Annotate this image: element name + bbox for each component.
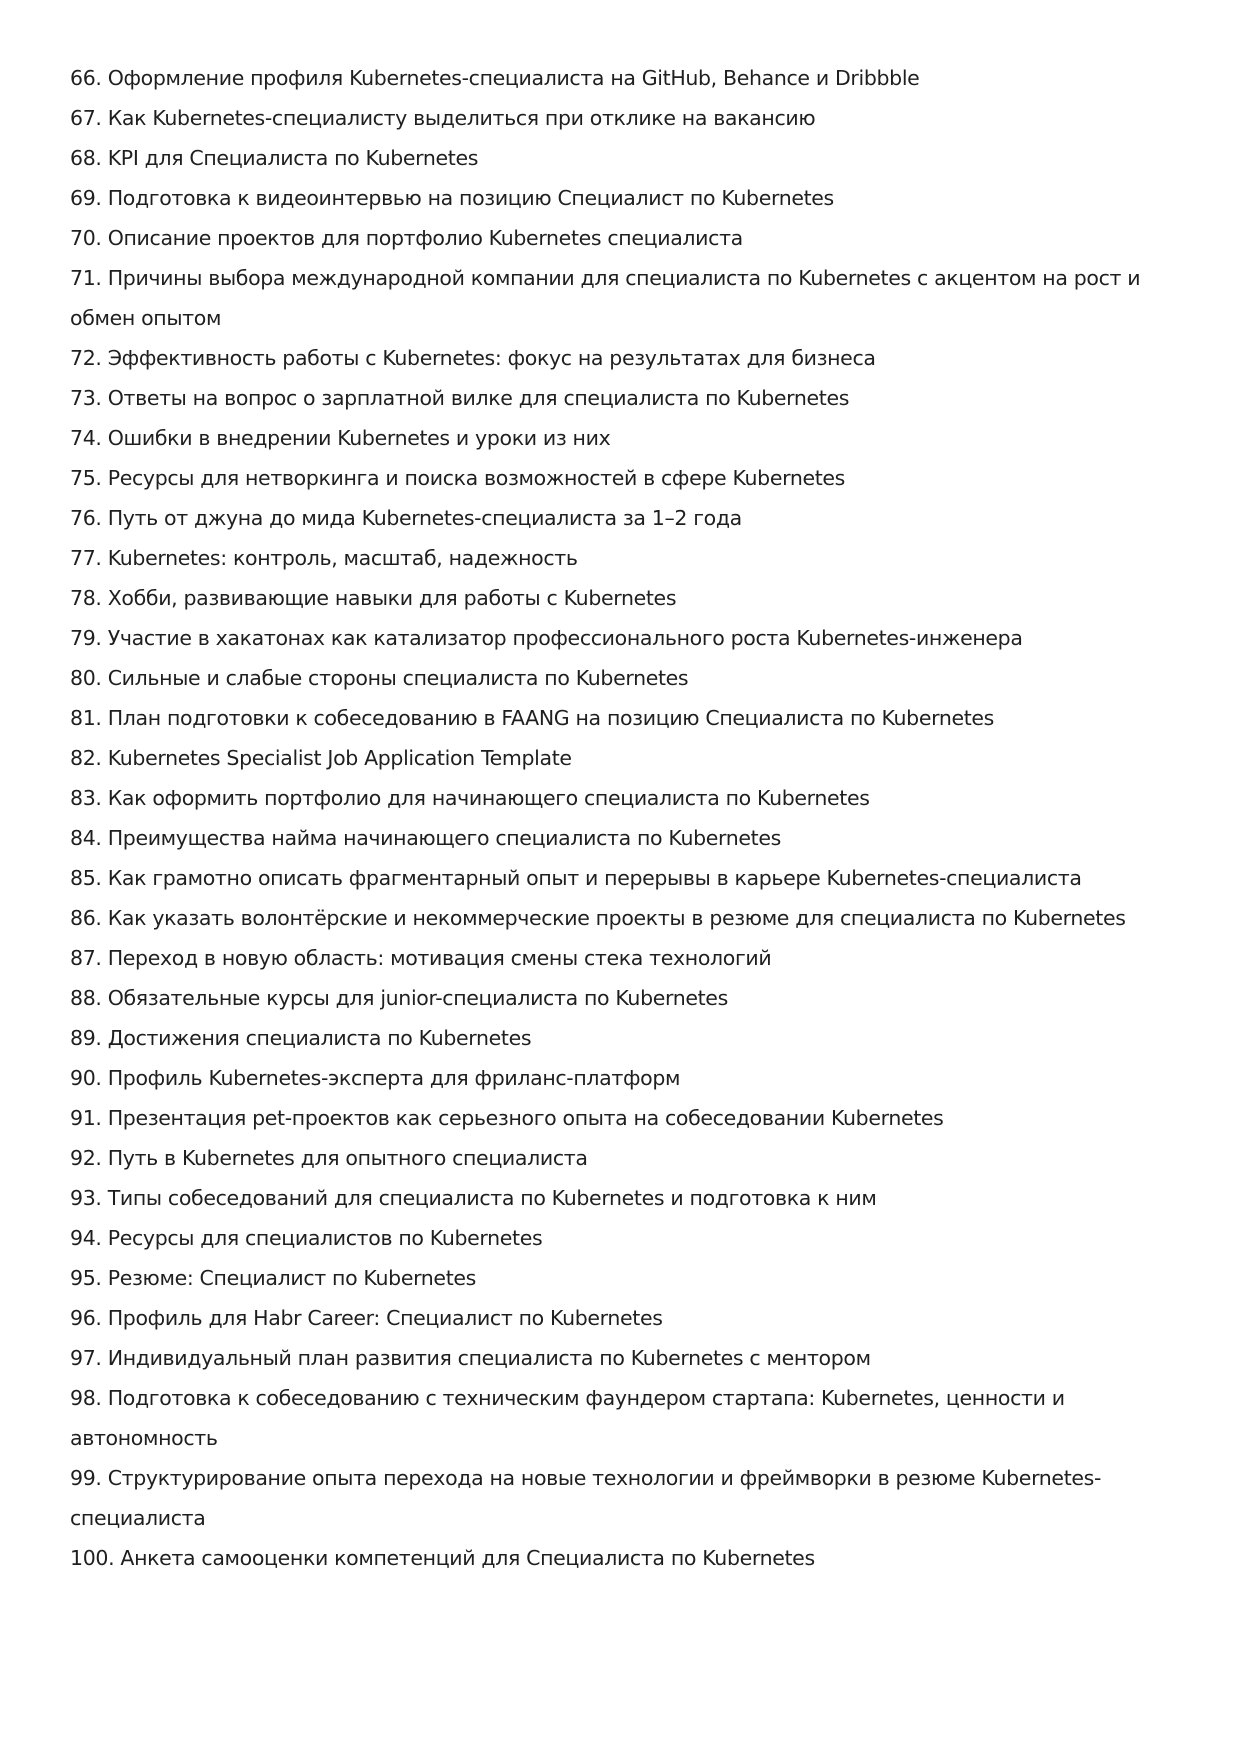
- list-item: 68. KPI для Специалиста по Kubernetes: [70, 146, 479, 170]
- list-item: 72. Эффективность работы с Kubernetes: фокус на результатах для бизнеса: [70, 346, 876, 370]
- list-item: 93. Типы собеседований для специалиста по Kubernetes и подготовка к ним: [70, 1186, 877, 1210]
- list-item: 94. Ресурсы для специалистов по Kubernetes: [70, 1226, 543, 1250]
- list-item: 91. Презентация pet-проектов как серьезного опыта на собеседовании Kubernetes: [70, 1106, 944, 1130]
- list-item: 88. Обязательные курсы для junior-специалиста по Kubernetes: [70, 986, 728, 1010]
- list-item: 92. Путь в Kubernetes для опытного специалиста: [70, 1146, 588, 1170]
- list-item: 99. Структурирование опыта перехода на новые технологии и фреймворки в резюме Kubernetes-специалиста: [70, 1466, 1102, 1530]
- list-item: 96. Профиль для Habr Career: Специалист по Kubernetes: [70, 1306, 663, 1330]
- list-item: 69. Подготовка к видеоинтервью на позицию Специалист по Kubernetes: [70, 186, 834, 210]
- list-item: 95. Резюме: Специалист по Kubernetes: [70, 1266, 476, 1290]
- list-item: 70. Описание проектов для портфолио Kubernetes специалиста: [70, 226, 743, 250]
- list-item: 89. Достижения специалиста по Kubernetes: [70, 1026, 532, 1050]
- list-item: 78. Хобби, развивающие навыки для работы с Kubernetes: [70, 586, 677, 610]
- list-item: 81. План подготовки к собеседованию в FAANG на позицию Специалиста по Kubernetes: [70, 706, 994, 730]
- list-item: 79. Участие в хакатонах как катализатор профессионального роста Kubernetes-инженера: [70, 626, 1023, 650]
- list-item: 86. Как указать волонтёрские и некоммерческие проекты в резюме для специалиста по Kubernetes: [70, 906, 1126, 930]
- list-item: 100. Анкета самооценки компетенций для Специалиста по Kubernetes: [70, 1546, 815, 1570]
- list-item: 80. Сильные и слабые стороны специалиста по Kubernetes: [70, 666, 689, 690]
- list-item: 83. Как оформить портфолио для начинающего специалиста по Kubernetes: [70, 786, 870, 810]
- list-item: 98. Подготовка к собеседованию с техническим фаундером стартапа: Kubernetes, ценности и автономность: [70, 1386, 1065, 1450]
- list-item: 85. Как грамотно описать фрагментарный опыт и перерывы в карьере Kubernetes-специалиста: [70, 866, 1082, 890]
- topic-list: [70, 58, 1165, 1578]
- list-item: 90. Профиль Kubernetes-эксперта для фриланс-платформ: [70, 1066, 681, 1090]
- list-item: 74. Ошибки в внедрении Kubernetes и уроки из них: [70, 426, 611, 450]
- list-item: 73. Ответы на вопрос о зарплатной вилке для специалиста по Kubernetes: [70, 386, 850, 410]
- list-item: 87. Переход в новую область: мотивация смены стека технологий: [70, 946, 772, 970]
- list-item: 77. Kubernetes: контроль, масштаб, надежность: [70, 546, 578, 570]
- list-item: 75. Ресурсы для нетворкинга и поиска возможностей в сфере Kubernetes: [70, 466, 845, 490]
- list-item: 66. Оформление профиля Kubernetes-специалиста на GitHub, Behance и Dribbble: [70, 66, 920, 90]
- list-item: 82. Kubernetes Specialist Job Application Template: [70, 746, 572, 770]
- list-item: 76. Путь от джуна до мида Kubernetes-специалиста за 1–2 года: [70, 506, 742, 530]
- list-item: 97. Индивидуальный план развития специалиста по Kubernetes с ментором: [70, 1346, 871, 1370]
- list-item: 71. Причины выбора международной компании для специалиста по Kubernetes с акцентом на рост и обмен опытом: [70, 266, 1141, 330]
- list-item: 84. Преимущества найма начинающего специалиста по Kubernetes: [70, 826, 781, 850]
- list-item: 67. Как Kubernetes-специалисту выделиться при отклике на вакансию: [70, 106, 816, 130]
